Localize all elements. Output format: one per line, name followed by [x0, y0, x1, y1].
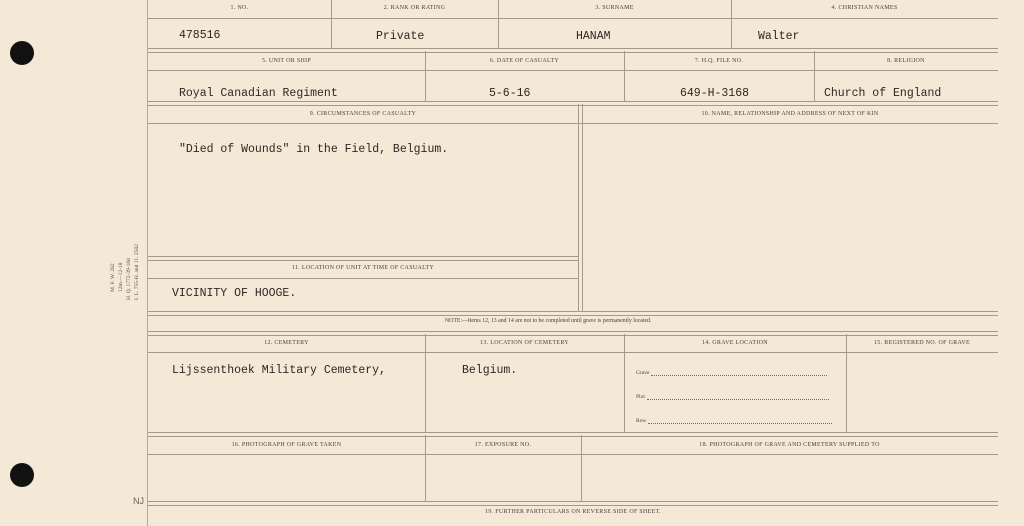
plot-field: Plot	[636, 394, 829, 400]
note-text: NOTE:—Items 12, 13 and 14 are not to be completed until grave is permanently located.	[445, 318, 652, 324]
header-christian-names: 4. CHRISTIAN NAMES	[831, 5, 898, 11]
header-registered-no: 15. REGISTERED NO. OF GRAVE	[874, 340, 970, 346]
value-unit: Royal Canadian Regiment	[179, 87, 338, 100]
header-further-particulars: 19. FURTHER PARTICULARS ON REVERSE SIDE OF SHEET.	[485, 509, 661, 515]
form-code-2: 12m.—12-18	[118, 262, 124, 292]
header-location-cemetery: 13. LOCATION OF CEMETERY	[480, 340, 569, 346]
header-unit: 5. UNIT OR SHIP	[261, 58, 312, 64]
row-field: Row	[636, 418, 832, 424]
form-code-4: I. L. 755-H. and 11. 2582	[134, 244, 140, 300]
punch-hole-top	[10, 41, 34, 65]
value-location-cemetery: Belgium.	[462, 364, 518, 377]
value-date-casualty: 5-6-16	[489, 87, 531, 100]
header-date-casualty: 6. DATE OF CASUALTY	[489, 58, 560, 64]
value-rank: Private	[376, 30, 425, 43]
form-codes	[108, 222, 148, 302]
header-hq-file: 7. H.Q. FILE NO.	[694, 58, 744, 64]
form-code-3: H. Q. 1772-39-168	[126, 258, 132, 300]
header-no: 1. NO.	[230, 5, 249, 11]
value-location-unit: VICINITY OF HOOGE.	[172, 287, 297, 300]
header-religion: 8. RELIGION	[887, 58, 925, 64]
value-christian-names: Walter	[758, 30, 800, 43]
header-next-of-kin: 10. NAME, RELATIONSHIP AND ADDRESS OF NEXT OF KIN	[701, 111, 879, 117]
header-photo-supplied: 18. PHOTOGRAPH OF GRAVE AND CEMETERY SUPPLIED TO	[699, 442, 880, 448]
header-circumstances: 9. CIRCUMSTANCES OF CASUALTY	[309, 111, 417, 117]
value-cemetery: Lijssenthoek Military Cemetery,	[172, 364, 386, 377]
header-surname: 3. SURNAME	[595, 5, 634, 11]
header-exposure: 17. EXPOSURE NO.	[474, 442, 532, 448]
punch-hole-bottom	[10, 463, 34, 487]
grave-field: Grave	[636, 370, 827, 376]
nj-mark: NJ	[133, 496, 144, 506]
header-location-unit: 11. LOCATION OF UNIT AT TIME OF CASUALTY	[291, 265, 435, 271]
value-surname: HANAM	[576, 30, 611, 43]
value-religion: Church of England	[824, 87, 942, 100]
form-code-1: M. F. W. 282	[110, 263, 116, 292]
header-rank: 2. RANK OR RATING	[383, 5, 446, 11]
value-no: 478516	[179, 29, 221, 42]
value-hq-file: 649-H-3168	[680, 87, 750, 100]
header-cemetery: 12. CEMETERY	[264, 340, 309, 346]
value-circumstances: "Died of Wounds" in the Field, Belgium.	[179, 143, 449, 156]
header-grave-location: 14. GRAVE LOCATION	[702, 340, 768, 346]
header-photo-grave: 16. PHOTOGRAPH OF GRAVE TAKEN	[231, 442, 342, 448]
